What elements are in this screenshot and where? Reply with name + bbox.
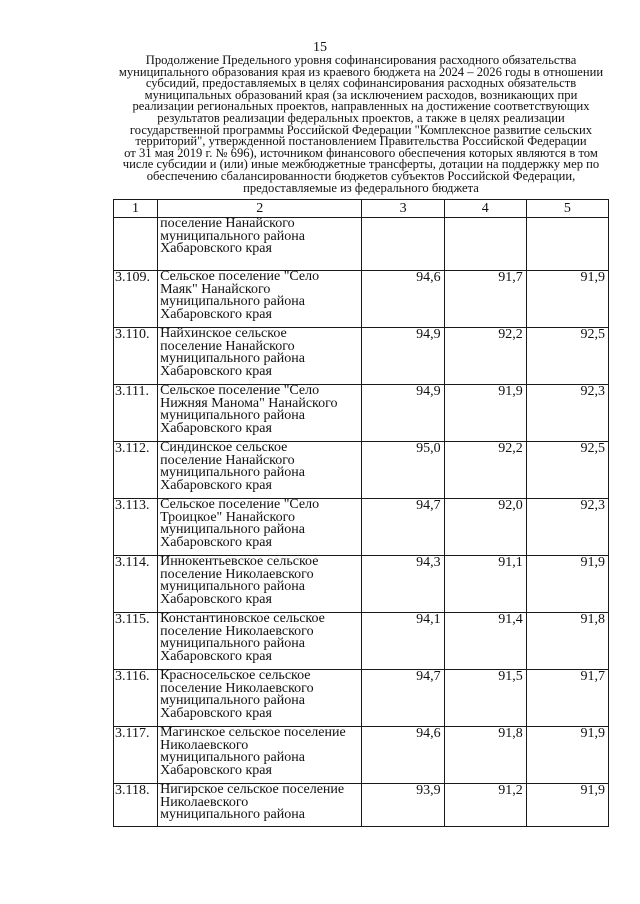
municipality-name-line: поселение Николаевского	[160, 623, 314, 639]
municipality-name-line: поселение Нанайского	[160, 452, 295, 468]
municipality-name	[158, 727, 362, 784]
municipality-name-line: Хабаровского края	[160, 420, 272, 436]
column-header: 3	[362, 200, 444, 218]
value-v4: 91,1	[444, 556, 526, 613]
municipality-name-line: поселение Николаевского	[160, 680, 314, 696]
column-header: 1	[114, 200, 158, 218]
municipality-name-line: муниципального района	[160, 750, 305, 765]
municipality-name-line: поселение Нанайского	[160, 338, 295, 354]
table-row	[114, 442, 609, 499]
table-row	[114, 556, 609, 613]
municipality-name-line: Николаевского	[160, 794, 249, 810]
heading-line: муниципального образования края из краевого бюджета на 2024 – 2026 годы в отношении	[118, 64, 604, 79]
value-v4: 92,2	[444, 328, 526, 385]
municipality-name	[158, 328, 362, 385]
row-number: 3.110.	[114, 328, 158, 385]
municipality-name-line: Хабаровского края	[160, 534, 272, 550]
value-v3: 94,7	[362, 499, 444, 556]
heading-line: от 31 мая 2019 г. № 696), источником финансового обеспечения которых являются в том	[124, 145, 598, 160]
row-number: 3.112.	[114, 442, 158, 499]
value-v3: 94,6	[362, 727, 444, 784]
municipality-name-line: Хабаровского края	[160, 477, 272, 493]
value-v3	[362, 218, 444, 271]
value-v3: 94,9	[362, 385, 444, 442]
municipality-name-line: Сельское поселение "Село	[160, 269, 320, 284]
municipality-name	[158, 613, 362, 670]
heading-line: реализации региональных проектов, направленных на достижение соответствующих	[132, 99, 590, 114]
municipality-name	[158, 556, 362, 613]
value-v3: 94,3	[362, 556, 444, 613]
value-v5: 91,9	[526, 556, 608, 613]
heading-line: Продолжение Предельного уровня софинансирования расходного обязательства	[145, 53, 577, 67]
heading-line: муниципальных образований края (за исключением расходов, возникающих при	[144, 87, 578, 102]
municipality-name-line: муниципального района	[160, 579, 305, 594]
heading-line: результатов реализации федеральных проектов, а также в целях реализации	[157, 110, 565, 125]
municipality-name-line: Нигирское сельское поселение	[160, 782, 345, 797]
value-v5: 91,8	[526, 613, 608, 670]
municipality-name-line: Сельское поселение "Село	[160, 497, 320, 512]
heading-line: предоставляемые из федерального бюджета	[243, 180, 479, 195]
municipality-name	[158, 670, 362, 727]
value-v4: 91,8	[444, 727, 526, 784]
table-row	[114, 727, 609, 784]
heading-line: территорий", утвержденной постановлением Правительства Российской Федерации	[135, 134, 587, 149]
municipality-name-line: поселение Нанайского	[160, 216, 295, 231]
municipality-name-line: Хабаровского края	[160, 241, 272, 256]
value-v5: 92,3	[526, 499, 608, 556]
municipality-name-line: муниципального района	[160, 351, 305, 366]
value-v5: 91,9	[526, 271, 608, 328]
heading-line: государственной программы Российской Федерации "Комплексное развитие сельских	[129, 122, 593, 137]
municipality-name	[158, 784, 362, 827]
table-row	[114, 328, 609, 385]
table-row	[114, 385, 609, 442]
heading-line: субсидий, предоставляемых в целях софинансирования расходных обязательств	[145, 76, 577, 91]
municipality-name-line: Хабаровского края	[160, 705, 272, 721]
municipality-name-line: Найхинское сельское	[160, 326, 287, 341]
municipality-name-line: муниципального района	[160, 465, 305, 480]
value-v5: 92,3	[526, 385, 608, 442]
municipality-name	[158, 271, 362, 328]
municipality-name-line: Хабаровского края	[160, 648, 272, 664]
value-v5: 91,9	[526, 727, 608, 784]
value-v4	[444, 218, 526, 271]
value-v4: 91,9	[444, 385, 526, 442]
table-body	[114, 200, 609, 827]
municipality-name-line: муниципального района	[160, 693, 305, 708]
value-v3: 94,1	[362, 613, 444, 670]
municipality-name	[158, 218, 362, 271]
municipality-name-line: Хабаровского края	[160, 306, 272, 322]
municipality-name-line: Магинское сельское поселение	[160, 725, 346, 740]
table-row	[114, 613, 609, 670]
row-number: 3.115.	[114, 613, 158, 670]
row-number: 3.114.	[114, 556, 158, 613]
value-v5: 92,5	[526, 328, 608, 385]
table-row	[114, 670, 609, 727]
page-number: 15	[313, 40, 327, 55]
municipality-name	[158, 499, 362, 556]
table-row	[114, 218, 609, 271]
table-row	[114, 271, 609, 328]
value-v4: 92,2	[444, 442, 526, 499]
column-header: 4	[444, 200, 526, 218]
municipality-name-line: Константиновское сельское	[160, 611, 325, 626]
municipality-name-line: Иннокентьевское сельское	[160, 554, 319, 569]
row-number: 3.116.	[114, 670, 158, 727]
heading-line: обеспечению сбалансированности бюджетов субъектов Российской Федерации,	[146, 168, 576, 183]
municipality-name-line: Троицкое" Нанайского	[160, 509, 295, 525]
cofinancing-table	[113, 199, 609, 827]
value-v4: 91,7	[444, 271, 526, 328]
value-v5: 91,9	[526, 784, 608, 827]
municipality-name-line: Сельское поселение "Село	[160, 383, 320, 398]
municipality-name-line: муниципального района	[160, 522, 305, 537]
value-v5: 91,7	[526, 670, 608, 727]
municipality-name	[158, 442, 362, 499]
municipality-name-line: Нижняя Манома" Нанайского	[160, 395, 338, 411]
heading-line: числе субсидии и (или) иные межбюджетные трансферты, дотации на поддержку мер по	[122, 157, 600, 172]
row-number: 3.117.	[114, 727, 158, 784]
column-header: 2	[158, 200, 362, 218]
row-number: 3.109.	[114, 271, 158, 328]
value-v3: 94,7	[362, 670, 444, 727]
row-number: 3.113.	[114, 499, 158, 556]
municipality-name-line: Маяк" Нанайского	[160, 281, 271, 297]
table-row	[114, 784, 609, 827]
municipality-name-line: Хабаровского края	[160, 363, 272, 379]
row-number	[114, 218, 158, 271]
municipality-name-line: поселение Николаевского	[160, 566, 314, 582]
document-heading	[96, 55, 626, 194]
value-v4: 92,0	[444, 499, 526, 556]
municipality-name-line: Красносельское сельское	[160, 668, 311, 683]
row-number: 3.111.	[114, 385, 158, 442]
municipality-name	[158, 385, 362, 442]
value-v4: 91,2	[444, 784, 526, 827]
municipality-name-line: муниципального района	[160, 807, 305, 822]
municipality-name-line: муниципального района	[160, 408, 305, 423]
table-header-row	[114, 200, 609, 218]
municipality-name-line: Синдинское сельское	[160, 440, 288, 455]
value-v4: 91,4	[444, 613, 526, 670]
value-v5: 92,5	[526, 442, 608, 499]
value-v5	[526, 218, 608, 271]
municipality-name-line: муниципального района	[160, 294, 305, 309]
table-row	[114, 499, 609, 556]
value-v3: 93,9	[362, 784, 444, 827]
municipality-name-line: муниципального района	[160, 228, 305, 244]
municipality-name-line: Николаевского	[160, 737, 249, 753]
municipality-name-line: Хабаровского края	[160, 762, 272, 778]
column-header: 5	[526, 200, 608, 218]
value-v3: 95,0	[362, 442, 444, 499]
row-number: 3.118.	[114, 784, 158, 827]
municipality-name-line: Хабаровского края	[160, 591, 272, 607]
value-v3: 94,6	[362, 271, 444, 328]
value-v3: 94,9	[362, 328, 444, 385]
value-v4: 91,5	[444, 670, 526, 727]
municipality-name-line: муниципального района	[160, 636, 305, 651]
